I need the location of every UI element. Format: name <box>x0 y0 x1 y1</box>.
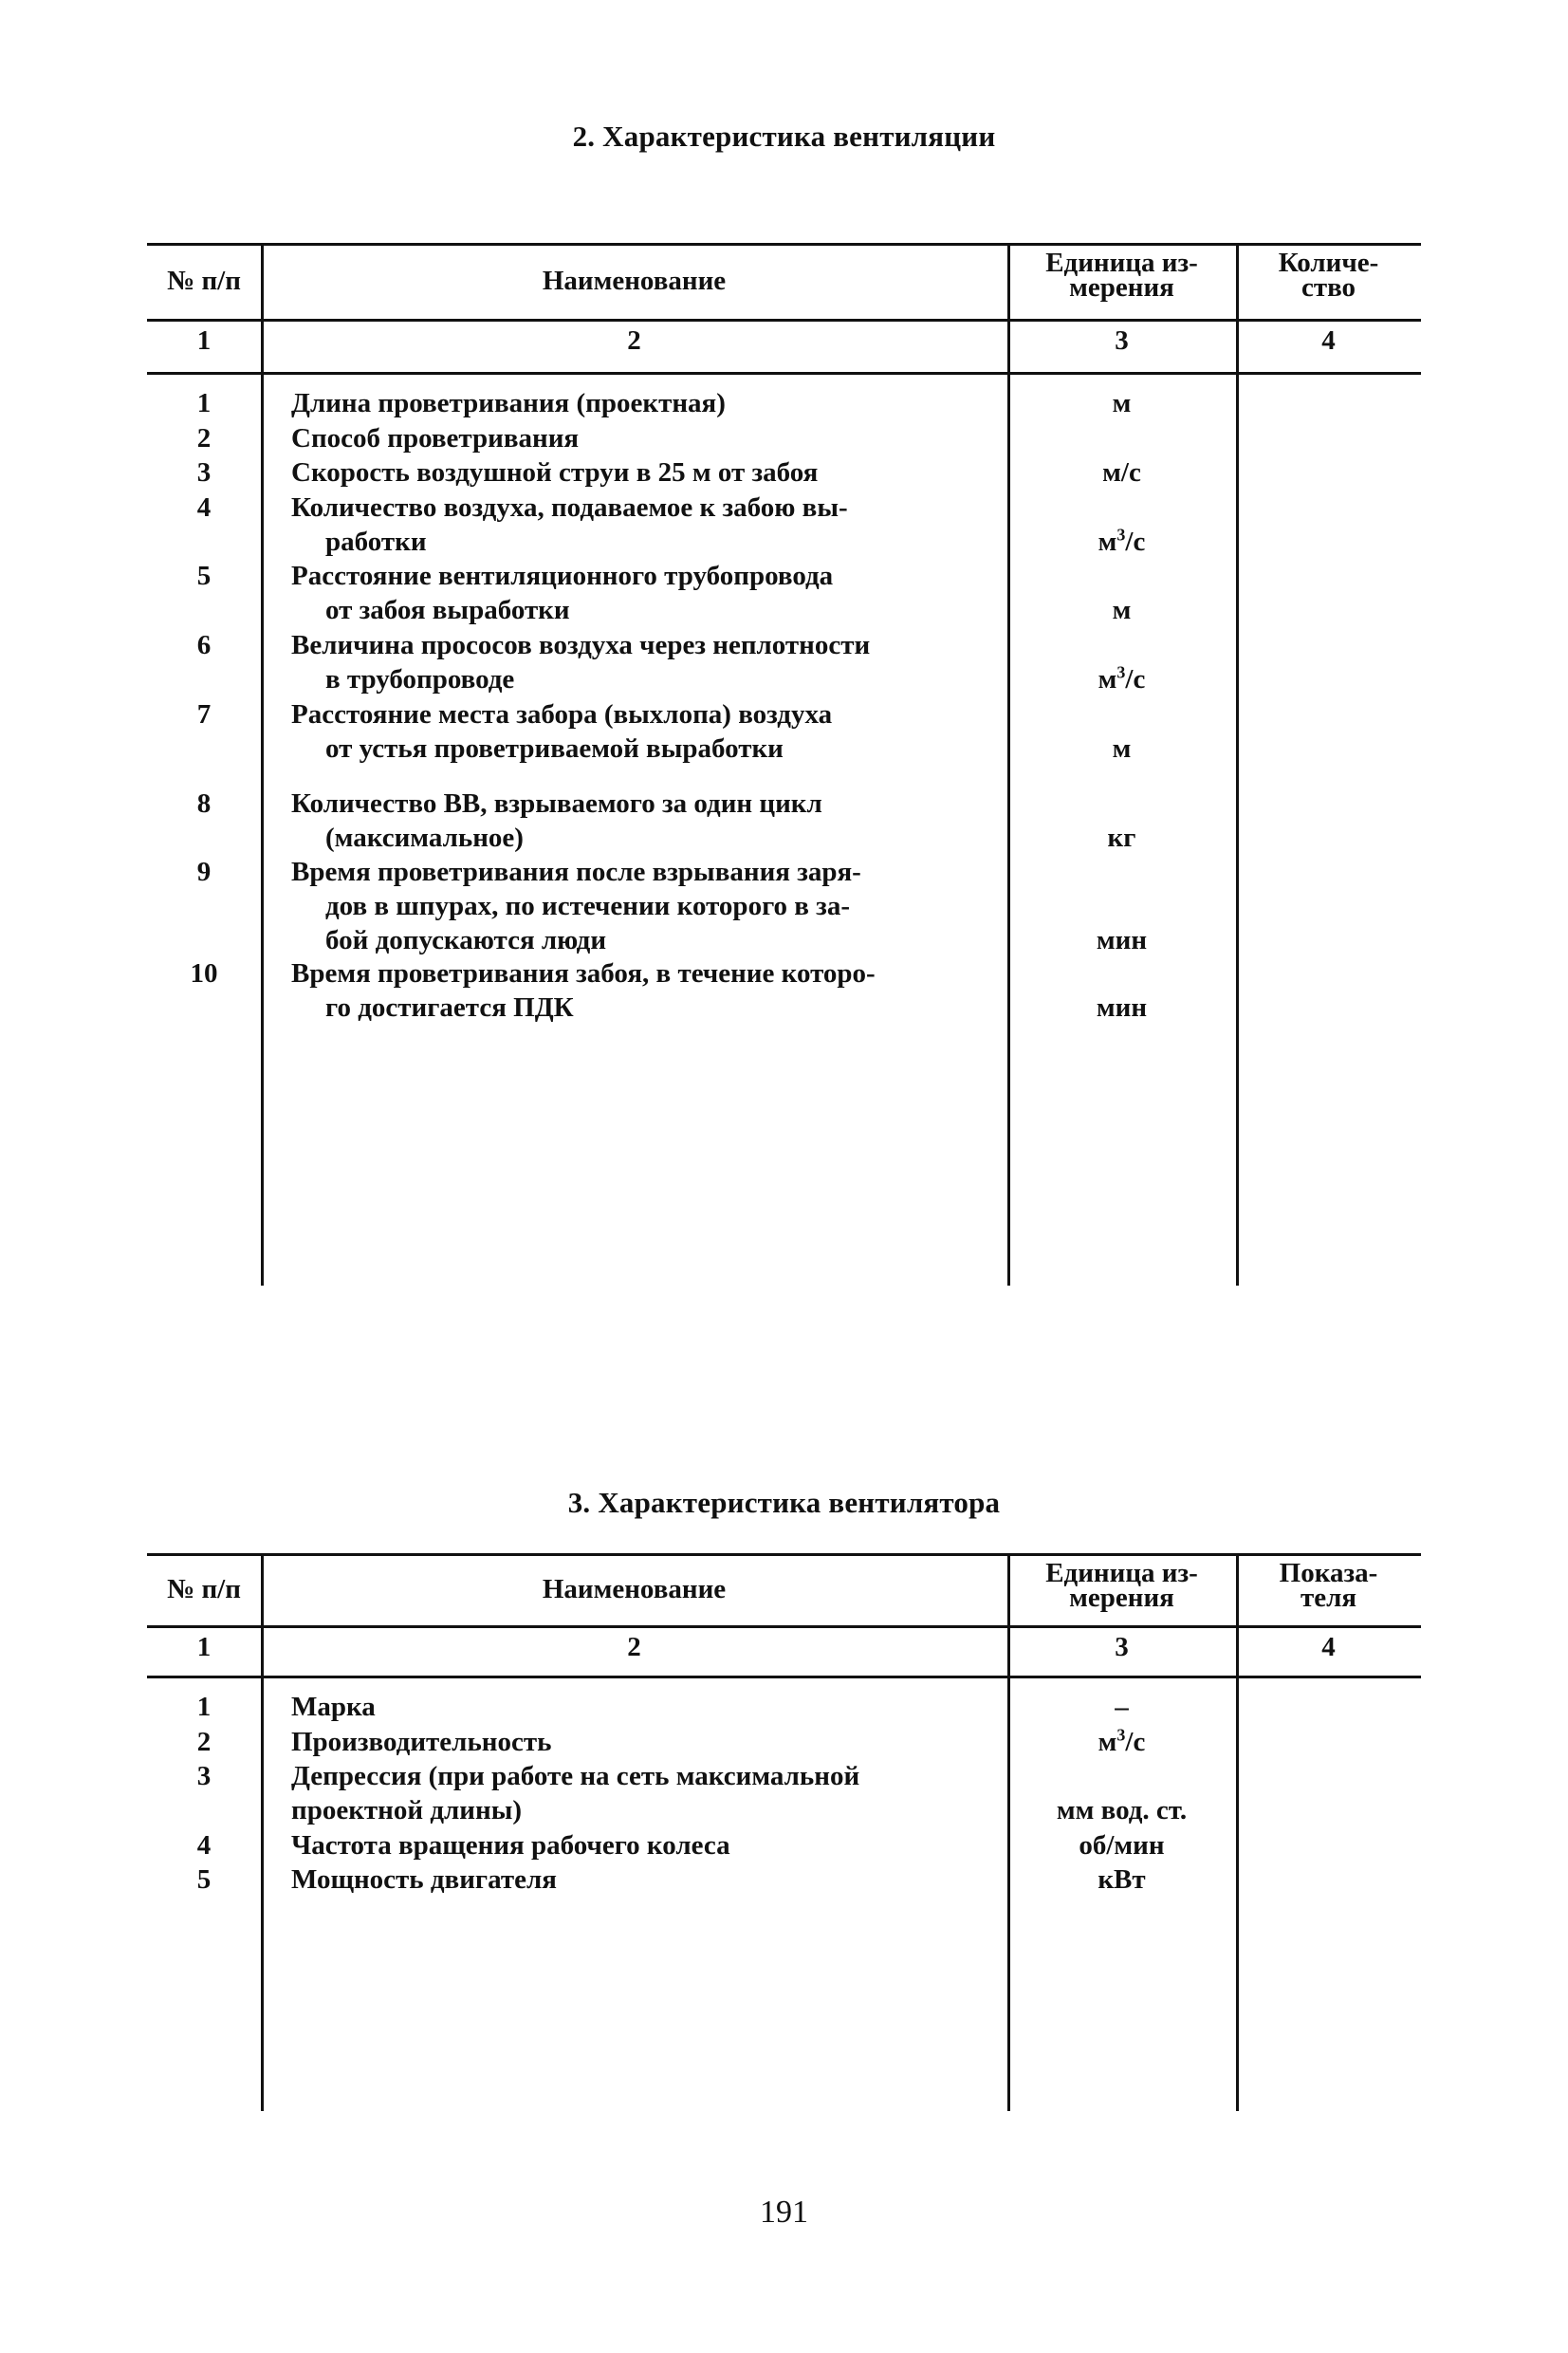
row-unit: м <box>1112 388 1132 418</box>
row-name-line: Расстояние вентиляционного трубопровода <box>291 561 834 591</box>
row-number: 4 <box>196 492 212 523</box>
row-number: 2 <box>196 1727 212 1757</box>
row-name-line: Мощность двигателя <box>291 1864 557 1895</box>
header-qty-line2: теля <box>1300 1583 1357 1613</box>
row-name-line: от забоя выработки <box>325 595 570 625</box>
row-name-line: Способ проветривания <box>291 423 580 454</box>
row-name-line: Величина прососов воздуха через неплотности <box>291 630 871 660</box>
row-name-line: Количество воздуха, подаваемое к забою вы- <box>291 492 848 523</box>
column-number: 1 <box>196 325 212 356</box>
row-number: 7 <box>196 699 212 730</box>
row-number: 6 <box>196 630 212 660</box>
row-number: 1 <box>196 388 212 418</box>
row-name-line: Количество ВВ, взрываемого за один цикл <box>291 788 822 819</box>
header-name: Наименование <box>542 266 727 296</box>
row-name-line: бой допускаются люди <box>325 925 607 955</box>
row-unit: м <box>1112 595 1132 625</box>
row-unit: об/мин <box>1079 1830 1165 1861</box>
header-name: Наименование <box>542 1574 727 1604</box>
row-unit: $м^3/с$ <box>1098 1725 1146 1757</box>
row-name-line: Время проветривания забоя, в течение которо- <box>291 958 876 989</box>
row-number: 1 <box>196 1692 212 1722</box>
row-unit: м/с <box>1102 457 1141 488</box>
row-name-line: го достигается ПДК <box>325 992 574 1023</box>
header-qty-line2: ство <box>1301 272 1356 303</box>
header-unit-line1: Единица из- <box>1045 1558 1198 1588</box>
header-num: № п/п <box>167 1574 241 1604</box>
row-unit: кг <box>1107 823 1136 853</box>
row-unit: – <box>1115 1692 1129 1722</box>
row-name-line: Время проветривания после взрывания заря- <box>291 857 861 887</box>
row-unit: $м^3/с$ <box>1098 662 1146 695</box>
table-rule-header <box>147 1625 1421 1628</box>
table-rule-colnum <box>147 1676 1421 1678</box>
row-unit: $м^3/с$ <box>1098 525 1146 557</box>
table-column-divider <box>261 243 264 1286</box>
row-name-line: Марка <box>291 1692 376 1722</box>
row-name-line: в трубопроводе <box>325 664 515 695</box>
row-number: 5 <box>196 561 212 591</box>
page-number: 191 <box>760 2195 808 2230</box>
header-num: № п/п <box>167 266 241 296</box>
header-unit-line2: мерения <box>1069 272 1174 303</box>
row-name-line: Скорость воздушной струи в 25 м от забоя <box>291 457 819 488</box>
row-number: 5 <box>196 1864 212 1895</box>
row-unit: мин <box>1096 925 1148 955</box>
row-number: 2 <box>196 423 212 454</box>
header-unit-line1: Единица из- <box>1045 248 1198 278</box>
table3-title: 3. Характеристика вентилятора <box>567 1486 1001 1519</box>
table2-title: 2. Характеристика вентиляции <box>572 120 996 153</box>
header-qty-line1: Количе- <box>1278 248 1379 278</box>
table-rule-header <box>147 319 1421 322</box>
column-number: 4 <box>1321 325 1336 356</box>
table-rule-top <box>147 243 1421 246</box>
row-unit: мм вод. ст. <box>1056 1795 1188 1825</box>
row-name-line: от устья проветриваемой выработки <box>325 733 784 764</box>
row-name-line: проектной длины) <box>291 1795 522 1825</box>
column-number: 2 <box>627 325 641 356</box>
row-name-line: (максимальное) <box>325 823 524 853</box>
row-number: 8 <box>196 788 212 819</box>
row-number: 3 <box>196 457 212 488</box>
row-name-line: Частота вращения рабочего колеса <box>291 1830 730 1861</box>
table-column-divider <box>1236 243 1239 1286</box>
column-number: 4 <box>1321 1632 1336 1662</box>
row-name-line: Расстояние места забора (выхлопа) воздуха <box>291 699 833 730</box>
header-unit-line2: мерения <box>1069 1583 1174 1613</box>
row-number: 10 <box>190 958 218 989</box>
row-unit: кВт <box>1098 1864 1146 1895</box>
row-name-line: дов в шпурах, по истечении которого в за- <box>325 891 850 921</box>
row-number: 3 <box>196 1761 212 1791</box>
header-qty-line1: Показа- <box>1279 1558 1378 1588</box>
row-unit: м <box>1112 733 1132 764</box>
row-unit: мин <box>1096 992 1148 1023</box>
column-number: 1 <box>196 1632 212 1662</box>
column-number: 3 <box>1115 325 1129 356</box>
column-number: 2 <box>627 1632 641 1662</box>
column-number: 3 <box>1115 1632 1129 1662</box>
row-name-line: Депрессия (при работе на сеть максимальной <box>291 1761 860 1791</box>
row-name-line: работки <box>325 527 427 557</box>
row-number: 9 <box>196 857 212 887</box>
table-rule-top <box>147 1553 1421 1556</box>
row-number: 4 <box>196 1830 212 1861</box>
row-name-line: Производительность <box>291 1727 552 1757</box>
row-name-line: Длина проветривания (проектная) <box>291 388 726 418</box>
table-rule-colnum <box>147 372 1421 375</box>
